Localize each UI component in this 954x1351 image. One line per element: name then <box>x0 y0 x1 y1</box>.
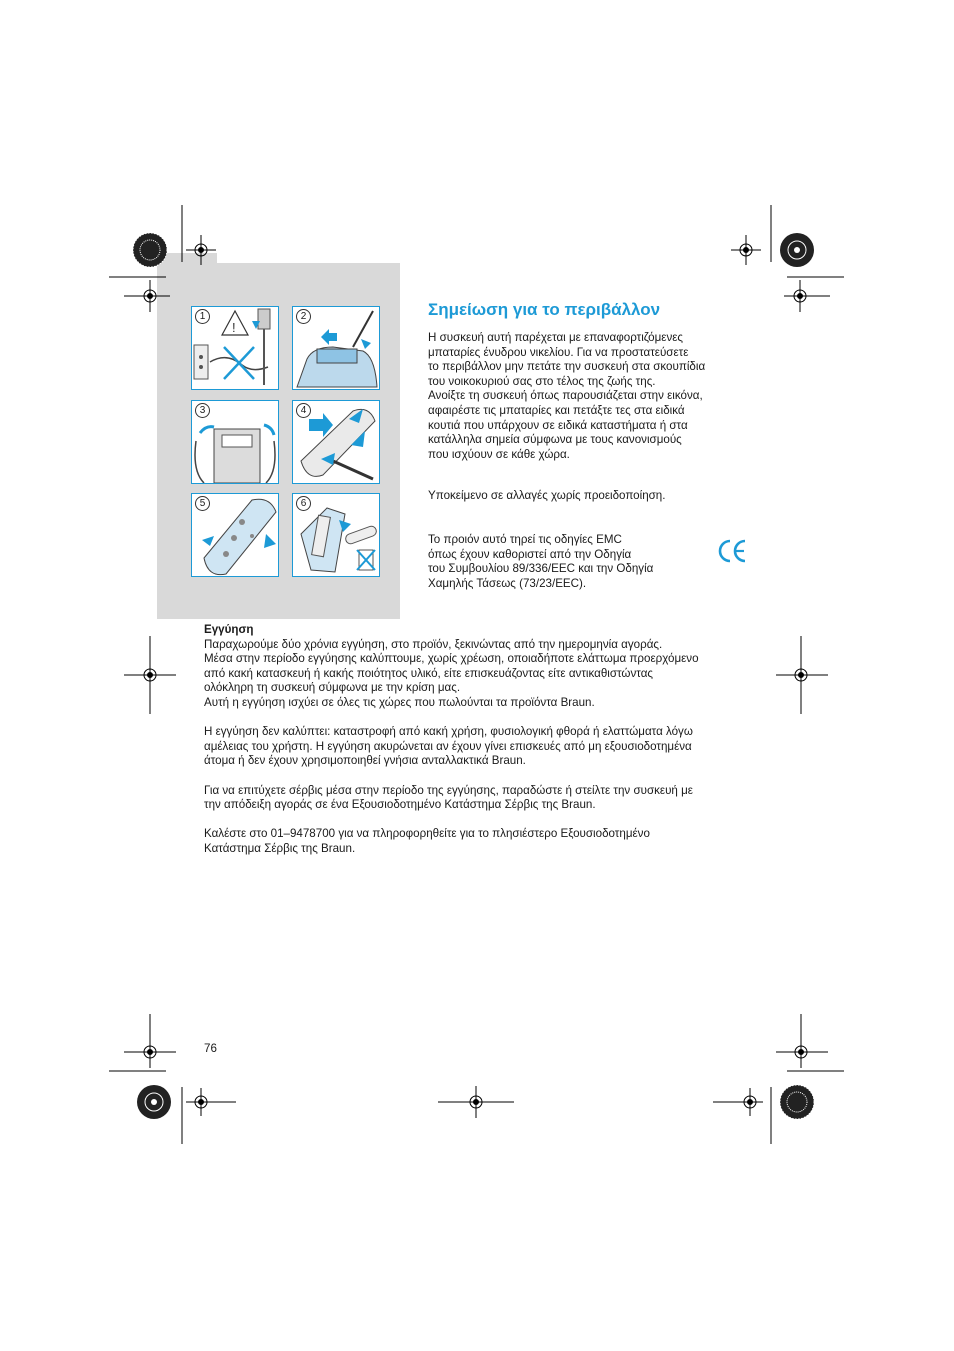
change-notice: Υποκείμενο σε αλλαγές χωρίς προειδοποίηση. <box>428 489 666 502</box>
figure-number: 3 <box>195 403 210 418</box>
environment-title: Σημείωση για το περιβάλλον <box>428 300 661 319</box>
registration-target <box>186 235 216 265</box>
figure-number: 5 <box>195 496 210 511</box>
page-number: 76 <box>204 1042 217 1055</box>
figure-number: 1 <box>195 309 210 324</box>
warranty-paragraph: Καλέστε στο 01–9478700 για να πληροφορηθείτε για το πλησιέστερο Εξουσιοδοτημένο Κατάστημα Σέρβις της Braun. <box>204 827 650 855</box>
figure-number: 4 <box>296 403 311 418</box>
figure-number: 2 <box>296 309 311 324</box>
warranty-paragraph: Για να επιτύχετε σέρβις μέσα στην περίοδο της εγγύησης, παραδώστε ή στείλτε την συσκευή με την απόδειξη αγοράς σε ένα Εξουσιοδοτημένο Κατάστημα Σέρβις της Braun. <box>204 783 693 812</box>
warranty-heading: Εγγύηση <box>204 623 254 636</box>
figure-number: 6 <box>296 496 311 511</box>
svg-text:!: ! <box>232 320 236 335</box>
emc-text: Το προιόν αυτό τηρεί τις οδηγίες EMC όπως έχουν καθοριστεί από την Οδηγία του Συμβουλίου 89/336/EEC και την Οδηγία Χαμηλής Τάσεως (73/23/EEC). <box>428 533 654 590</box>
environment-text: Η συσκευή αυτή παρέχεται με επαναφορτιζόμενες μπαταρίες ένυδρου νικελίου. Για να προστατεύσετε το περιβάλλον μην πετάτε την συσκευή στα σκουπίδια του νοικοκυριού σας στο τέλος της ζωής της. Ανοίξτε τη συσκευή όπως παρουσιάζεται στην εικόνα, αφαιρέστε τις μπαταρίες και πετάξτε τες στα ειδικά κουτιά που υπάρχουν σε ειδικά καταστήματα ή στα κατάλληλα σημεία σύμφωνα με τους κανονισμούς που ισχύουν σε κάθε χώρα. <box>428 331 706 461</box>
warranty-paragraph: Παραχωρούμε δύο χρόνια εγγύηση, στο προϊόν, ξεκινώντας από την ημερομηνία αγοράς. Μέσα στην περίοδο εγγύησης καλύπτουμε, χωρίς χρέωση, οποιαδήποτε ελάττωμα προερχόμενο από κακή κατασκευή ή κακής ποιότητος υλικό, είτε επισκευάζοντας είτε αντικαθιστώντας ολόκληρη τη συσκευή σύμφωνα με την κρίση μας. Αυτή η εγγύηση ισχύει σε όλες τις χώρες που πωλούνται τα προϊόντα Braun. <box>204 637 699 709</box>
warranty-paragraph: Η εγγύηση δεν καλύπτει: καταστροφή από κακή χρήση, φυσιολογική φθορά ή ελαττώματα λόγω αμέλειας του χρήστη. Η εγγύηση ακυρώνεται αν έχουν γίνει επισκευές από μη εξουσιοδοτημένα άτομα ή δεν έχουν χρησιμοποιηθεί γνήσια ανταλλακτικά Braun. <box>204 725 693 768</box>
